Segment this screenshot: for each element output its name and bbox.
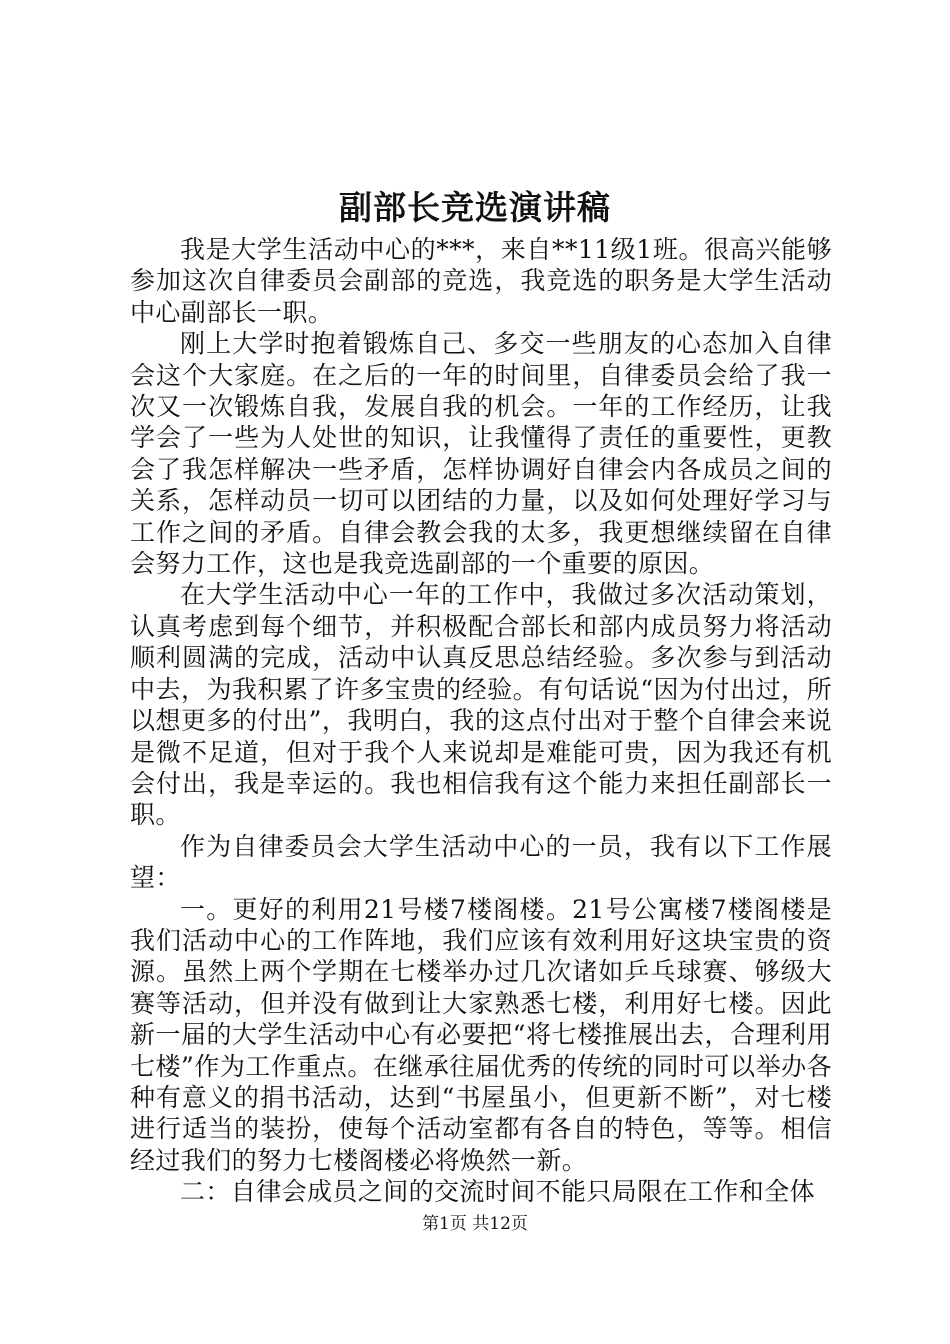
document-title: 副部长竞选演讲稿 — [339, 188, 611, 227]
paragraph-activity-work: 在大学生活动中心一年的工作中，我做过多次活动策划，认真考虑到每个细节，并积极配合部长和部内成员努力将活动顺利圆满的完成，活动中认真反思总结经验。多次参与到活动中去，为我积累了许多宝贵的经验。有句话说“因为付出过，所以想更多的付出”，我明白，我的这点付出对于整个自律会来说是微不足道，但对于我个人来说却是难能可贵，因为我还有机会付出，我是幸运的。我也相信我有这个能力来担任副部长一职。 — [130, 580, 832, 830]
paragraph-outlook-intro: 作为自律委员会大学生活动中心的一员，我有以下工作展望： — [130, 831, 832, 893]
page-footer: 第1页 共12页 — [422, 1214, 528, 1234]
document-body — [130, 234, 832, 1208]
paragraph-outlook-two: 二：自律会成员之间的交流时间不能只局限在工作和全体 — [180, 1177, 816, 1207]
paragraph-outlook-one: 一。更好的利用21号楼7楼阁楼。21号公寓楼7楼阁楼是我们活动中心的工作阵地，我们应该有效利用好这块宝贵的资源。虽然上两个学期在七楼举办过几次诸如乒乓球赛、够级大赛等活动，但并没有做到让大家熟悉七楼，利用好七楼。因此新一届的大学生活动中心有必要把“将七楼推展出去，合理利用七楼”作为工作重点。在继承往届优秀的传统的同时可以举办各种有意义的捐书活动，达到“书屋虽小，但更新不断”，对七楼进行适当的装扮，使每个活动室都有各自的特色，等等。相信经过我们的努力七楼阁楼必将焕然一新。 — [130, 894, 832, 1175]
paragraph-experience: 刚上大学时抱着锻炼自己、多交一些朋友的心态加入自律会这个大家庭。在之后的一年的时间里，自律委员会给了我一次又一次锻炼自我，发展自我的机会。一年的工作经历，让我学会了一些为人处世的知识，让我懂得了责任的重要性，更教会了我怎样解决一些矛盾，怎样协调好自律会内各成员之间的关系，怎样动员一切可以团结的力量，以及如何处理好学习与工作之间的矛盾。自律会教会我的太多，我更想继续留在自律会努力工作，这也是我竞选副部的一个重要的原因。 — [130, 329, 832, 579]
paragraph-intro: 我是大学生活动中心的***，来自**11级1班。很高兴能够参加这次自律委员会副部的竞选，我竞选的职务是大学生活动中心副部长一职。 — [130, 235, 832, 327]
